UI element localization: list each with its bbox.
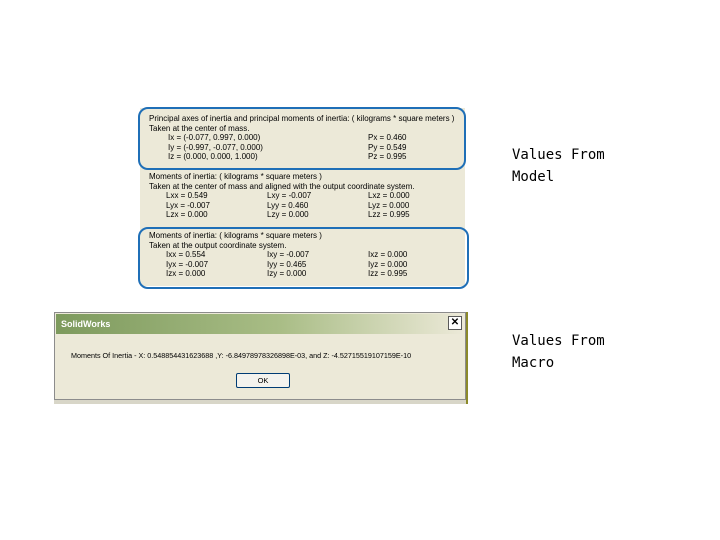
inertia-row [149, 201, 464, 211]
principal-axis-y: Iy = (-0.997, -0.077, 0.000) [168, 142, 263, 152]
iyy-value: Iyy = 0.465 [267, 259, 307, 269]
inertia-row [149, 210, 464, 220]
dialog-titlebar[interactable] [56, 314, 464, 334]
izx-value: Izx = 0.000 [166, 269, 206, 279]
dialog-message: Moments Of Inertia - X: 0.548854431623688 ,Y: -6.84978978326898E-03, and Z: -4.52715519107159E-10 [71, 351, 412, 360]
izz-value: Izz = 0.995 [368, 269, 408, 279]
lyy-value: Lyy = 0.460 [267, 200, 309, 210]
dialog-title: SolidWorks [61, 319, 111, 329]
iyz-value: Iyz = 0.000 [368, 259, 408, 269]
inertia-row [149, 191, 464, 201]
principal-moment-z: Pz = 0.995 [368, 152, 407, 162]
ixx-value: Ixx = 0.554 [166, 250, 206, 260]
iyx-value: Iyx = -0.007 [166, 259, 209, 269]
lyx-value: Lyx = -0.007 [166, 200, 210, 210]
lyz-value: Lyz = 0.000 [368, 200, 410, 210]
solidworks-message-dialog [54, 312, 466, 400]
izy-value: Izy = 0.000 [267, 269, 307, 279]
lzz-value: Lzz = 0.995 [368, 210, 410, 220]
principal-header: Principal axes of inertia and principal moments of inertia: ( kilograms * square meters ) [149, 114, 455, 123]
close-icon: ✕ [450, 317, 460, 328]
output-cs-subheader: Taken at the output coordinate system. [149, 240, 287, 250]
lzx-value: Lzx = 0.000 [166, 210, 208, 220]
com-aligned-subheader: Taken at the center of mass and aligned with the output coordinate system. [149, 181, 415, 191]
lxy-value: Lxy = -0.007 [267, 191, 312, 201]
principal-moment-x: Px = 0.460 [368, 133, 407, 143]
principal-subheader: Taken at the center of mass. [149, 123, 250, 133]
principal-axis-x: Ix = (-0.077, 0.997, 0.000) [168, 133, 261, 143]
com-aligned-header: Moments of inertia: ( kilograms * square meters ) [149, 172, 322, 181]
principal-axis-z: Iz = (0.000, 0.000, 1.000) [168, 152, 258, 162]
ok-button[interactable]: OK [236, 373, 290, 388]
ixz-value: Ixz = 0.000 [368, 250, 408, 260]
principal-moment-y: Py = 0.549 [368, 142, 407, 152]
dialog-shadow [54, 400, 466, 404]
output-cs-highlight-box [138, 227, 469, 289]
model-values-label: Values From Model [512, 147, 605, 185]
principal-highlight-box [138, 107, 466, 170]
lxz-value: Lxz = 0.000 [368, 191, 410, 201]
lxx-value: Lxx = 0.549 [166, 191, 208, 201]
com-aligned-section [149, 172, 464, 220]
lzy-value: Lzy = 0.000 [267, 210, 309, 220]
macro-values-label: Values From Macro [512, 333, 605, 371]
ixy-value: Ixy = -0.007 [267, 250, 310, 260]
close-button[interactable] [448, 316, 462, 330]
output-cs-header: Moments of inertia: ( kilograms * square meters ) [149, 231, 322, 240]
